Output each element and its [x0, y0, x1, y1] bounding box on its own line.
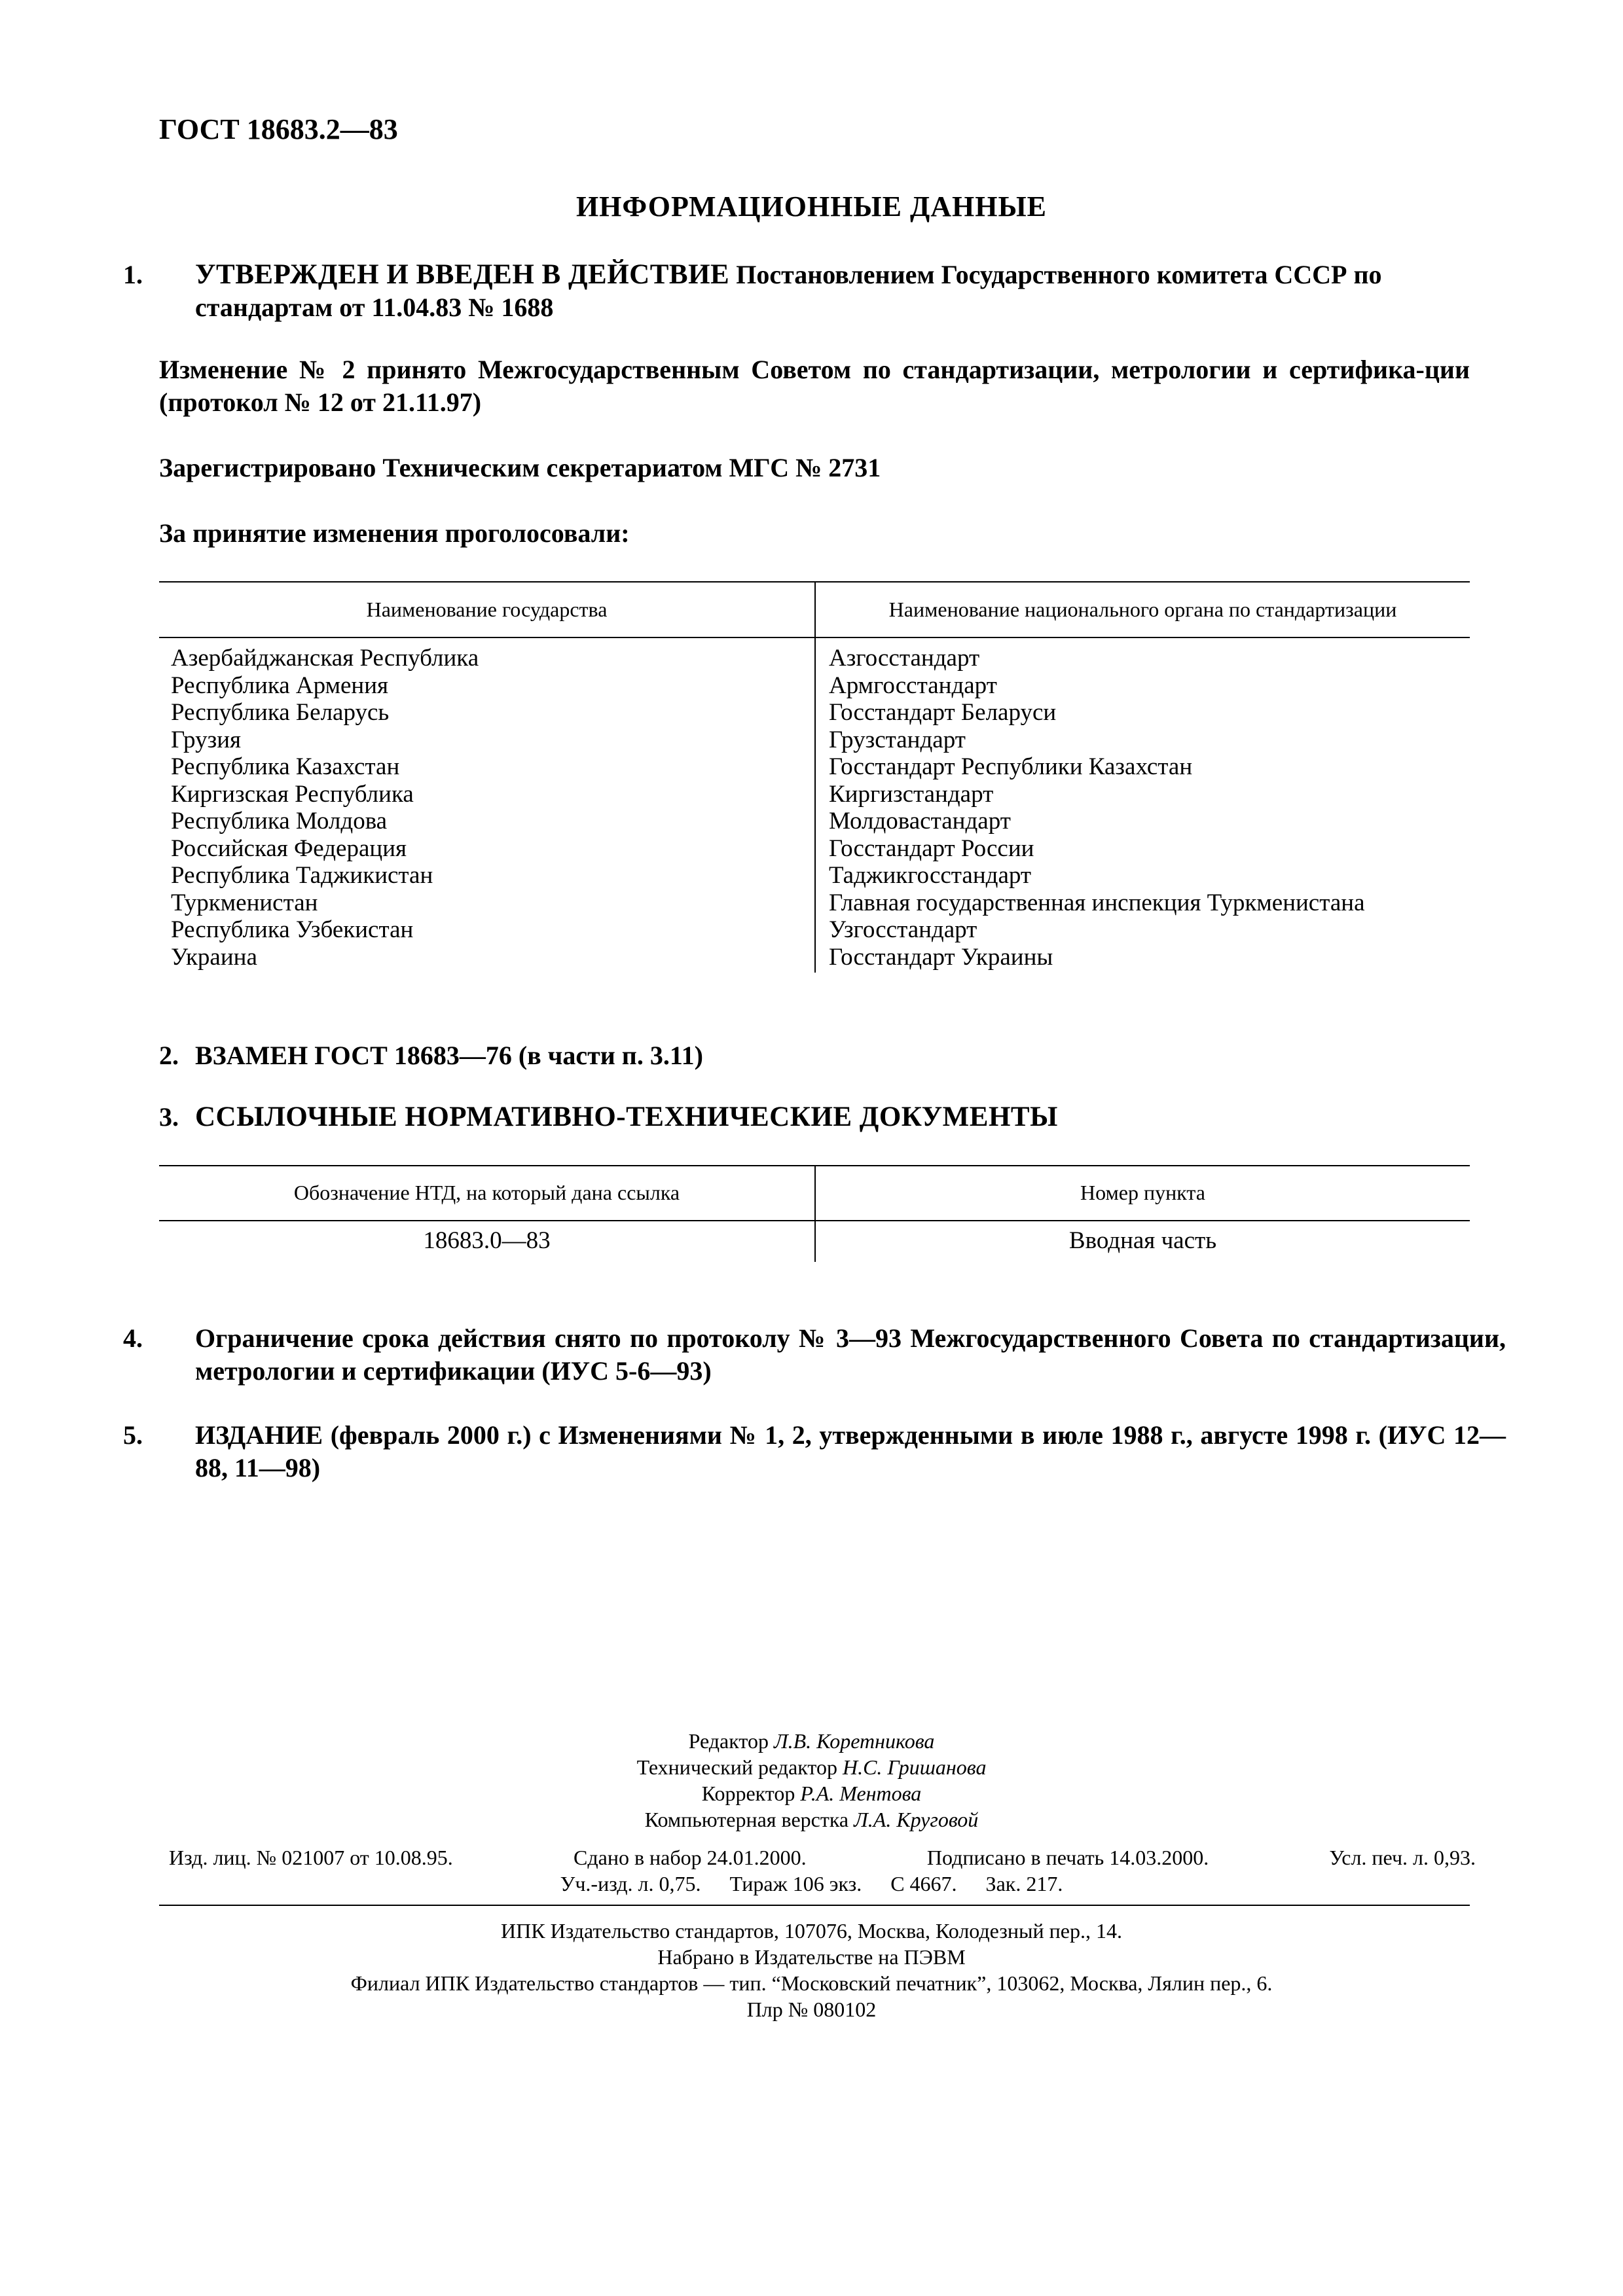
- voting-table-cell: Республика Армения: [171, 672, 389, 699]
- publisher-line: ИПК Издательство стандартов, 107076, Москва, Колодезный пер., 14.: [501, 1919, 1122, 1943]
- voting-table-cell: Госстандарт Республики Казахстан: [829, 753, 1193, 780]
- imprint-license: Изд. лиц. № 021007 от 10.08.95.: [169, 1846, 453, 1869]
- voting-table-cell: Госстандарт Беларуси: [829, 699, 1057, 726]
- credit-label: Корректор: [701, 1782, 801, 1805]
- credit-layout: [0, 1806, 1623, 1833]
- imprint-typeset: Сдано в набор 24.01.2000.: [573, 1846, 807, 1869]
- voting-table-cell: Республика Беларусь: [171, 699, 390, 726]
- imprint-row: [169, 1844, 1476, 1871]
- voting-table-cell: Госстандарт Украины: [829, 943, 1053, 971]
- voting-table-cell: Республика Узбекистан: [171, 916, 414, 943]
- imprint-code: С 4667.: [890, 1872, 957, 1895]
- section-2-text: ВЗАМЕН ГОСТ 18683—76 (в части п. 3.11): [195, 1041, 703, 1070]
- page-title: ИНФОРМАЦИОННЫЕ ДАННЫЕ: [575, 190, 1048, 223]
- section-4: [123, 1322, 1506, 1388]
- reference-table: [159, 1165, 1470, 1262]
- voting-table-header-state: Наименование государства: [366, 598, 608, 621]
- credit-name: Н.С. Гришанова: [842, 1755, 987, 1779]
- voting-table-cell: Республика Таджикистан: [171, 862, 433, 889]
- voting-table-cell: Госстандарт России: [829, 834, 1034, 862]
- document-code: ГОСТ 18683.2—83: [159, 113, 398, 145]
- credit-name: Л.А. Круговой: [854, 1808, 979, 1831]
- voting-table-cell: Грузия: [171, 726, 242, 753]
- voting-table-states: [171, 645, 479, 971]
- voting-table-cell: Киргизская Республика: [171, 780, 414, 808]
- imprint-divider: [159, 1905, 1470, 1906]
- credit-label: Компьютерная верстка: [644, 1808, 854, 1831]
- credit-name: Р.А. Ментова: [800, 1782, 922, 1805]
- reference-table-header-clause: Номер пункта: [1080, 1181, 1205, 1204]
- section-1-lead: УТВЕРЖДЕН И ВВЕДЕН В ДЕЙСТВИЕ: [195, 259, 730, 290]
- voting-table-cell: Украина: [171, 943, 257, 971]
- credit-name: Л.В. Коретникова: [773, 1729, 935, 1753]
- imprint-order: Зак. 217.: [985, 1872, 1063, 1895]
- voting-table-cell: Азгосстандарт: [829, 645, 980, 672]
- credits-block: [0, 1728, 1623, 1833]
- table-header-rule: [159, 1220, 1470, 1221]
- voting-table-cell: Азербайджанская Республика: [171, 645, 479, 672]
- section-3-text: ССЫЛОЧНЫЕ НОРМАТИВНО-ТЕХНИЧЕСКИЕ ДОКУМЕНТЫ: [195, 1102, 1058, 1132]
- voting-table-cell: Грузстандарт: [829, 726, 966, 753]
- section-4-text: Ограничение срока действия снято по протоколу № 3—93 Межгосударственного Совета по стандартизации, метрологии и сертификации (ИУС 5-6—93): [195, 1323, 1506, 1386]
- reference-table-cell: Вводная часть: [1068, 1227, 1217, 1254]
- section-4-number: 4.: [123, 1323, 143, 1353]
- table-column-divider: [814, 581, 816, 973]
- section-2: [159, 1039, 1470, 1072]
- section-1: [123, 259, 1506, 324]
- reference-table-header-doc: Обозначение НТД, на который дана ссылка: [293, 1181, 680, 1204]
- publisher-line: Филиал ИПК Издательство стандартов — тип. “Московский печатник”, 103062, Москва, Лялин пер., 6.: [350, 1971, 1273, 1995]
- reference-table-cell: 18683.0—83: [423, 1227, 551, 1254]
- imprint-print-sheets: Усл. печ. л. 0,93.: [1329, 1846, 1476, 1869]
- voting-table-cell: Киргизстандарт: [829, 780, 994, 808]
- credit-label: Технический редактор: [636, 1755, 843, 1779]
- voting-table-bodies: [829, 645, 1365, 971]
- voting-table-cell: Таджикгосстандарт: [829, 862, 1032, 889]
- imprint-pub-sheets: Уч.-изд. л. 0,75.: [560, 1872, 701, 1895]
- voting-table-header-body: Наименование национального органа по стандартизации: [888, 598, 1397, 621]
- voting-table-cell: Главная государственная инспекция Туркменистана: [829, 889, 1365, 916]
- voting-table-cell: Армгосстандарт: [829, 672, 997, 699]
- credit-tech-editor: [0, 1754, 1623, 1780]
- imprint-row: [0, 1871, 1623, 1897]
- section-3-number: 3.: [159, 1102, 179, 1132]
- section-1-text: Постановлением Государственного комитета СССР по стандартам от 11.04.83 № 1688: [195, 260, 1382, 322]
- table-header-rule: [159, 637, 1470, 638]
- voting-table-cell: Молдовастандарт: [829, 808, 1011, 834]
- imprint-run: Тираж 106 экз.: [729, 1872, 862, 1895]
- voting-table-cell: Республика Казахстан: [171, 753, 400, 780]
- voting-table-cell: Узгосстандарт: [829, 916, 977, 943]
- credit-label: Редактор: [688, 1729, 774, 1753]
- voting-table-cell: Республика Молдова: [171, 808, 388, 834]
- section-3: [159, 1101, 1470, 1134]
- section-5-number: 5.: [123, 1420, 143, 1450]
- voting-table-cell: Туркменистан: [171, 889, 318, 916]
- voting-caption: За принятие изменения проголосовали:: [159, 518, 630, 548]
- registration-note: Зарегистрировано Техническим секретариатом МГС № 2731: [159, 453, 881, 482]
- credit-editor: [0, 1728, 1623, 1754]
- section-5: [123, 1419, 1506, 1484]
- change-note: Изменение № 2 принято Межгосударственным Советом по стандартизации, метрологии и сертифика-ции (протокол № 12 от 21.11.97): [159, 355, 1470, 417]
- credit-proofreader: [0, 1780, 1623, 1806]
- section-2-number: 2.: [159, 1041, 179, 1070]
- voting-table-cell: Российская Федерация: [171, 834, 407, 862]
- publisher-line: Набрано в Издательстве на ПЭВМ: [657, 1945, 966, 1969]
- section-1-number: 1.: [123, 260, 143, 289]
- imprint-signed: Подписано в печать 14.03.2000.: [926, 1846, 1209, 1869]
- publisher-line: Плр № 080102: [746, 1998, 877, 2021]
- publisher-block: [0, 1918, 1623, 2022]
- voting-table: [159, 581, 1470, 973]
- section-5-text: ИЗДАНИЕ (февраль 2000 г.) с Изменениями № 1, 2, утвержденными в июле 1988 г., августе 1998 г. (ИУС 12—88, 11—98): [195, 1420, 1506, 1482]
